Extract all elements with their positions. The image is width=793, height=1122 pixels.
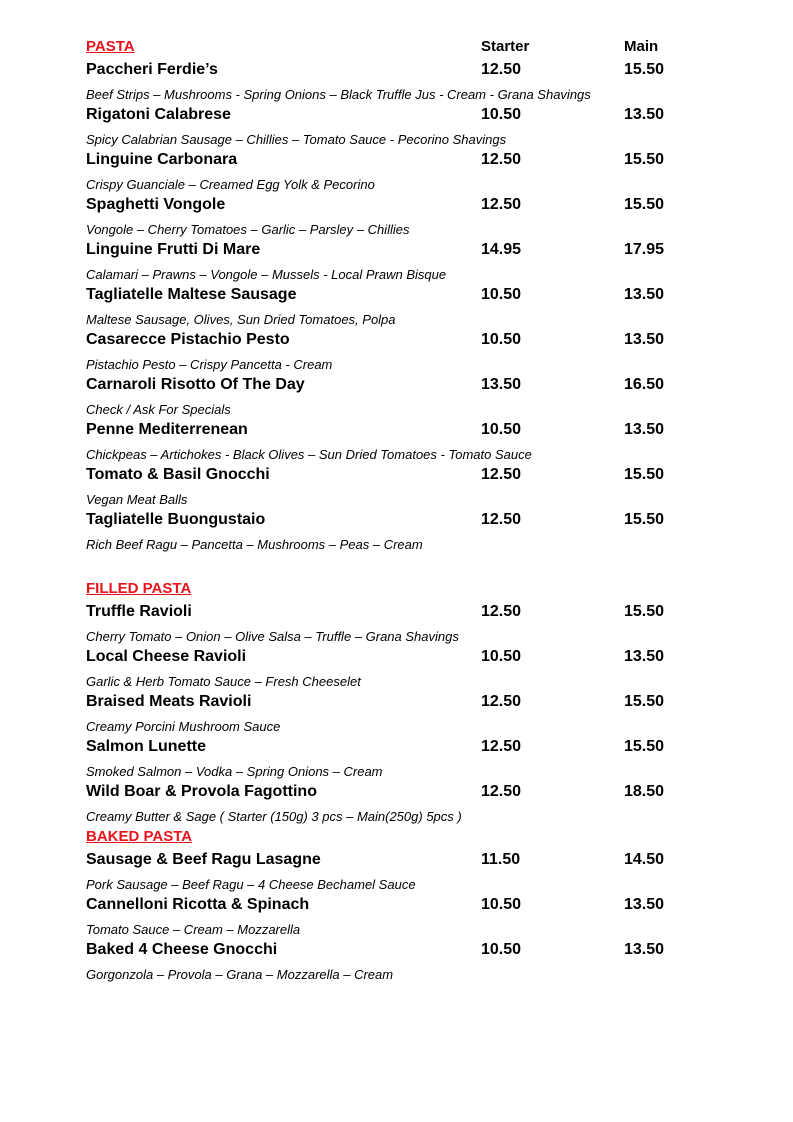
menu-item xyxy=(86,466,686,489)
main-price: 15.50 xyxy=(624,693,665,710)
dish-description: Smoked Salmon – Vodka – Spring Onions – Cream xyxy=(86,764,383,779)
starter-price: 10.50 xyxy=(481,941,522,958)
dish-name: Paccheri Ferdie’s xyxy=(86,61,218,78)
starter-price: 10.50 xyxy=(481,421,522,438)
menu-item xyxy=(86,603,686,626)
main-price: 13.50 xyxy=(624,286,665,303)
dish-name: Braised Meats Ravioli xyxy=(86,693,252,710)
dish-description: Vongole – Cherry Tomatoes – Garlic – Parsley – Chillies xyxy=(86,222,410,237)
menu-item xyxy=(86,941,686,964)
dish-name: Local Cheese Ravioli xyxy=(86,648,247,665)
menu-item xyxy=(86,61,686,84)
starter-price: 12.50 xyxy=(481,196,522,213)
menu-item xyxy=(86,241,686,264)
starter-price: 12.50 xyxy=(481,61,522,78)
dish-description: Creamy Porcini Mushroom Sauce xyxy=(86,719,281,734)
section-header-filled-pasta xyxy=(86,580,686,603)
main-price: 13.50 xyxy=(624,896,665,913)
menu-item xyxy=(86,151,686,174)
menu-item xyxy=(86,851,686,874)
dish-name: Penne Mediterrenean xyxy=(86,421,248,438)
dish-description: Cherry Tomato – Onion – Olive Salsa – Truffle – Grana Shavings xyxy=(86,629,459,644)
starter-price: 13.50 xyxy=(481,376,522,393)
dish-name: Wild Boar & Provola Fagottino xyxy=(86,783,317,800)
starter-price: 10.50 xyxy=(481,286,522,303)
main-price: 17.95 xyxy=(624,241,665,258)
dish-description: Beef Strips – Mushrooms - Spring Onions – Black Truffle Jus - Cream - Grana Shavings xyxy=(86,87,591,102)
dish-description: Pork Sausage – Beef Ragu – 4 Cheese Bechamel Sauce xyxy=(86,877,416,892)
dish-name: Cannelloni Ricotta & Spinach xyxy=(86,896,310,913)
menu-item xyxy=(86,421,686,444)
starter-price: 10.50 xyxy=(481,648,522,665)
starter-column-heading: Starter xyxy=(481,38,530,55)
menu-item xyxy=(86,896,686,919)
main-price: 13.50 xyxy=(624,106,665,123)
menu-item xyxy=(86,511,686,534)
main-price: 15.50 xyxy=(624,603,665,620)
menu-item xyxy=(86,738,686,761)
starter-price: 12.50 xyxy=(481,693,522,710)
dish-description: Chickpeas – Artichokes - Black Olives – Sun Dried Tomatoes - Tomato Sauce xyxy=(86,447,532,462)
starter-price: 12.50 xyxy=(481,511,522,528)
dish-description: Vegan Meat Balls xyxy=(86,492,188,507)
starter-price: 12.50 xyxy=(481,738,522,755)
dish-description: Pistachio Pesto – Crispy Pancetta - Cream xyxy=(86,357,333,372)
main-price: 18.50 xyxy=(624,783,665,800)
main-price: 13.50 xyxy=(624,648,665,665)
starter-price: 14.95 xyxy=(481,241,522,258)
starter-price: 12.50 xyxy=(481,783,522,800)
section-header-pasta xyxy=(86,38,686,61)
starter-price: 12.50 xyxy=(481,603,522,620)
menu-item xyxy=(86,376,686,399)
dish-name: Linguine Carbonara xyxy=(86,151,238,168)
dish-name: Sausage & Beef Ragu Lasagne xyxy=(86,851,321,868)
dish-description: Creamy Butter & Sage ( Starter (150g) 3 pcs – Main(250g) 5pcs ) xyxy=(86,809,462,824)
dish-description: Check / Ask For Specials xyxy=(86,402,231,417)
menu-item xyxy=(86,331,686,354)
main-price: 13.50 xyxy=(624,331,665,348)
menu-item xyxy=(86,648,686,671)
main-price: 15.50 xyxy=(624,61,665,78)
pasta-items xyxy=(86,61,686,556)
filled-pasta-items xyxy=(86,603,686,828)
dish-description: Garlic & Herb Tomato Sauce – Fresh Cheeselet xyxy=(86,674,361,689)
dish-name: Baked 4 Cheese Gnocchi xyxy=(86,941,278,958)
menu-item xyxy=(86,693,686,716)
main-price: 15.50 xyxy=(624,196,665,213)
starter-price: 10.50 xyxy=(481,896,522,913)
dish-name: Carnaroli Risotto Of The Day xyxy=(86,376,305,393)
dish-name: Linguine Frutti Di Mare xyxy=(86,241,261,258)
main-price: 15.50 xyxy=(624,466,665,483)
main-column-heading: Main xyxy=(624,38,659,55)
main-price: 13.50 xyxy=(624,941,665,958)
main-price: 13.50 xyxy=(624,421,665,438)
section-title: PASTA xyxy=(86,38,135,55)
menu-item xyxy=(86,286,686,309)
main-price: 14.50 xyxy=(624,851,665,868)
menu-page xyxy=(86,38,686,986)
dish-name: Rigatoni Calabrese xyxy=(86,106,231,123)
starter-price: 12.50 xyxy=(481,151,522,168)
dish-name: Tagliatelle Buongustaio xyxy=(86,511,266,528)
dish-description: Rich Beef Ragu – Pancetta – Mushrooms – Peas – Cream xyxy=(86,537,423,552)
section-header-baked-pasta xyxy=(86,828,686,851)
dish-name: Casarecce Pistachio Pesto xyxy=(86,331,290,348)
starter-price: 10.50 xyxy=(481,106,522,123)
section-title: BAKED PASTA xyxy=(86,828,193,845)
menu-item xyxy=(86,106,686,129)
main-price: 15.50 xyxy=(624,151,665,168)
menu-item xyxy=(86,783,686,806)
starter-price: 11.50 xyxy=(481,851,521,868)
baked-pasta-items xyxy=(86,851,686,986)
dish-description: Crispy Guanciale – Creamed Egg Yolk & Pecorino xyxy=(86,177,375,192)
main-price: 15.50 xyxy=(624,738,665,755)
main-price: 16.50 xyxy=(624,376,665,393)
dish-description: Maltese Sausage, Olives, Sun Dried Tomatoes, Polpa xyxy=(86,312,396,327)
dish-name: Spaghetti Vongole xyxy=(86,196,226,213)
dish-name: Truffle Ravioli xyxy=(86,603,192,620)
dish-name: Salmon Lunette xyxy=(86,738,207,755)
menu-item xyxy=(86,196,686,219)
starter-price: 10.50 xyxy=(481,331,522,348)
starter-price: 12.50 xyxy=(481,466,522,483)
dish-name: Tomato & Basil Gnocchi xyxy=(86,466,270,483)
dish-description: Tomato Sauce – Cream – Mozzarella xyxy=(86,922,301,937)
dish-description: Calamari – Prawns – Vongole – Mussels - Local Prawn Bisque xyxy=(86,267,447,282)
section-title: FILLED PASTA xyxy=(86,580,192,597)
dish-name: Tagliatelle Maltese Sausage xyxy=(86,286,297,303)
dish-description: Gorgonzola – Provola – Grana – Mozzarella – Cream xyxy=(86,967,394,982)
main-price: 15.50 xyxy=(624,511,665,528)
dish-description: Spicy Calabrian Sausage – Chillies – Tomato Sauce - Pecorino Shavings xyxy=(86,132,507,147)
